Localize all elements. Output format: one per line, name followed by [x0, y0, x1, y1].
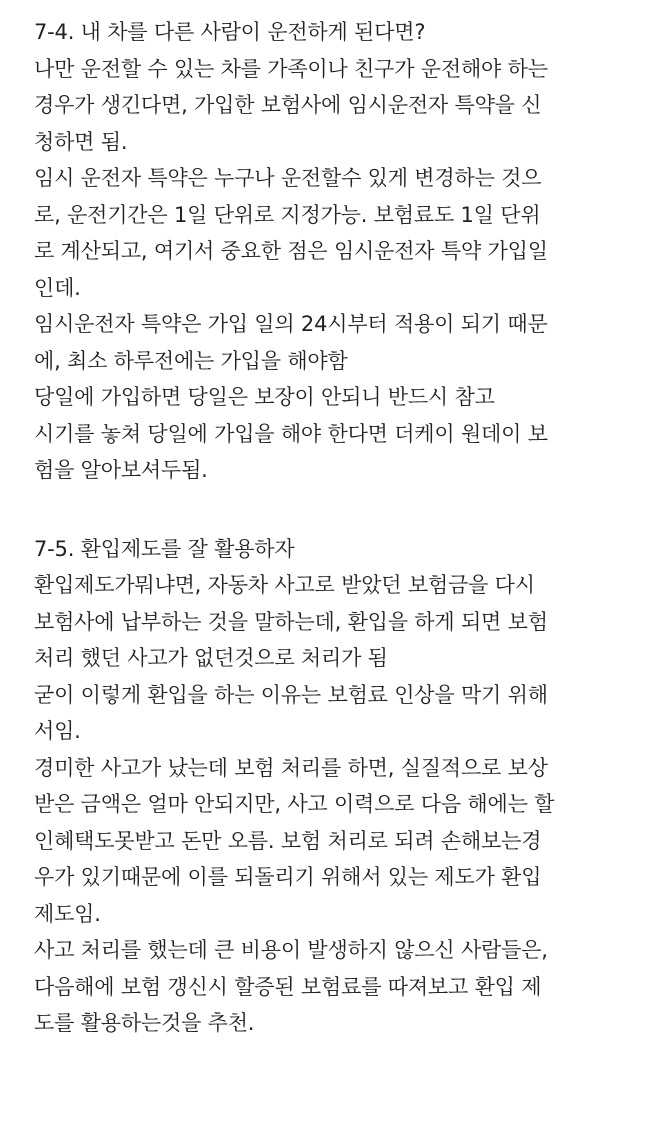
text-line: 처리 했던 사고가 없던것으로 처리가 됨: [34, 646, 388, 670]
text-line: 로 계산되고, 여기서 중요한 점은 임시운전자 특약 가입일: [34, 239, 548, 263]
section-heading: 7-4. 내 차를 다른 사람이 운전하게 된다면?: [34, 20, 426, 44]
text-line: 제도임.: [34, 901, 101, 926]
text-line: 굳이 이렇게 환입을 하는 이유는 보험료 인상을 막기 위해: [34, 682, 548, 707]
text-line: 보험사에 납부하는 것을 말하는데, 환입을 하게 되면 보험: [34, 609, 548, 634]
text-line: 나만 운전할 수 있는 차를 가족이나 친구가 운전해야 하는: [34, 56, 548, 81]
text-line: 경우가 생긴다면, 가입한 보험사에 임시운전자 특약을 신: [34, 93, 542, 117]
text-line: 우가 있기때문에 이를 되돌리기 위해서 있는 제도가 환입: [34, 865, 542, 889]
text-line: 경미한 사고가 났는데 보험 처리를 하면, 실질적으로 보상: [34, 755, 548, 780]
text-line: 사고 처리를 했는데 큰 비용이 발생하지 않으신 사람들은,: [34, 938, 548, 962]
text-line: 당일에 가입하면 당일은 보장이 안되니 반드시 참고: [34, 385, 495, 409]
section-temporary-driver: [34, 14, 642, 489]
text-line: 서임.: [34, 719, 81, 743]
text-line: 청하면 됨.: [34, 129, 128, 154]
text-line: 인혜택도못받고 돈만 오름. 보험 처리로 되려 손해보는경: [34, 828, 542, 853]
text-line: 환입제도가뭐냐면, 자동차 사고로 받았던 보험금을 다시: [34, 573, 535, 597]
section-heading: 7-5. 환입제도를 잘 활용하자: [34, 536, 295, 561]
text-line: 인데.: [34, 275, 81, 300]
text-line: 로, 운전기간은 1일 단위로 지정가능. 보험료도 1일 단위: [34, 202, 541, 227]
text-line: 도를 활용하는것을 추천.: [34, 1011, 255, 1035]
text-line: 에, 최소 하루전에는 가입을 해야함: [34, 348, 348, 373]
text-line: 험을 알아보셔두됨.: [34, 458, 208, 482]
text-line: 임시운전자 특약은 가입 일의 24시부터 적용이 되기 때문: [34, 312, 548, 336]
text-line: 임시 운전자 특약은 누구나 운전할수 있게 변경하는 것으: [34, 166, 542, 190]
text-line: 다음해에 보험 갱신시 할증된 보험료를 따져보고 환입 제: [34, 974, 542, 999]
section-reimbursement-system: [34, 531, 642, 1042]
text-line: 받은 금액은 얼마 안되지만, 사고 이력으로 다음 해에는 할: [34, 792, 555, 816]
text-line: 시기를 놓쳐 당일에 가입을 해야 한다면 더케이 원데이 보: [34, 421, 548, 446]
